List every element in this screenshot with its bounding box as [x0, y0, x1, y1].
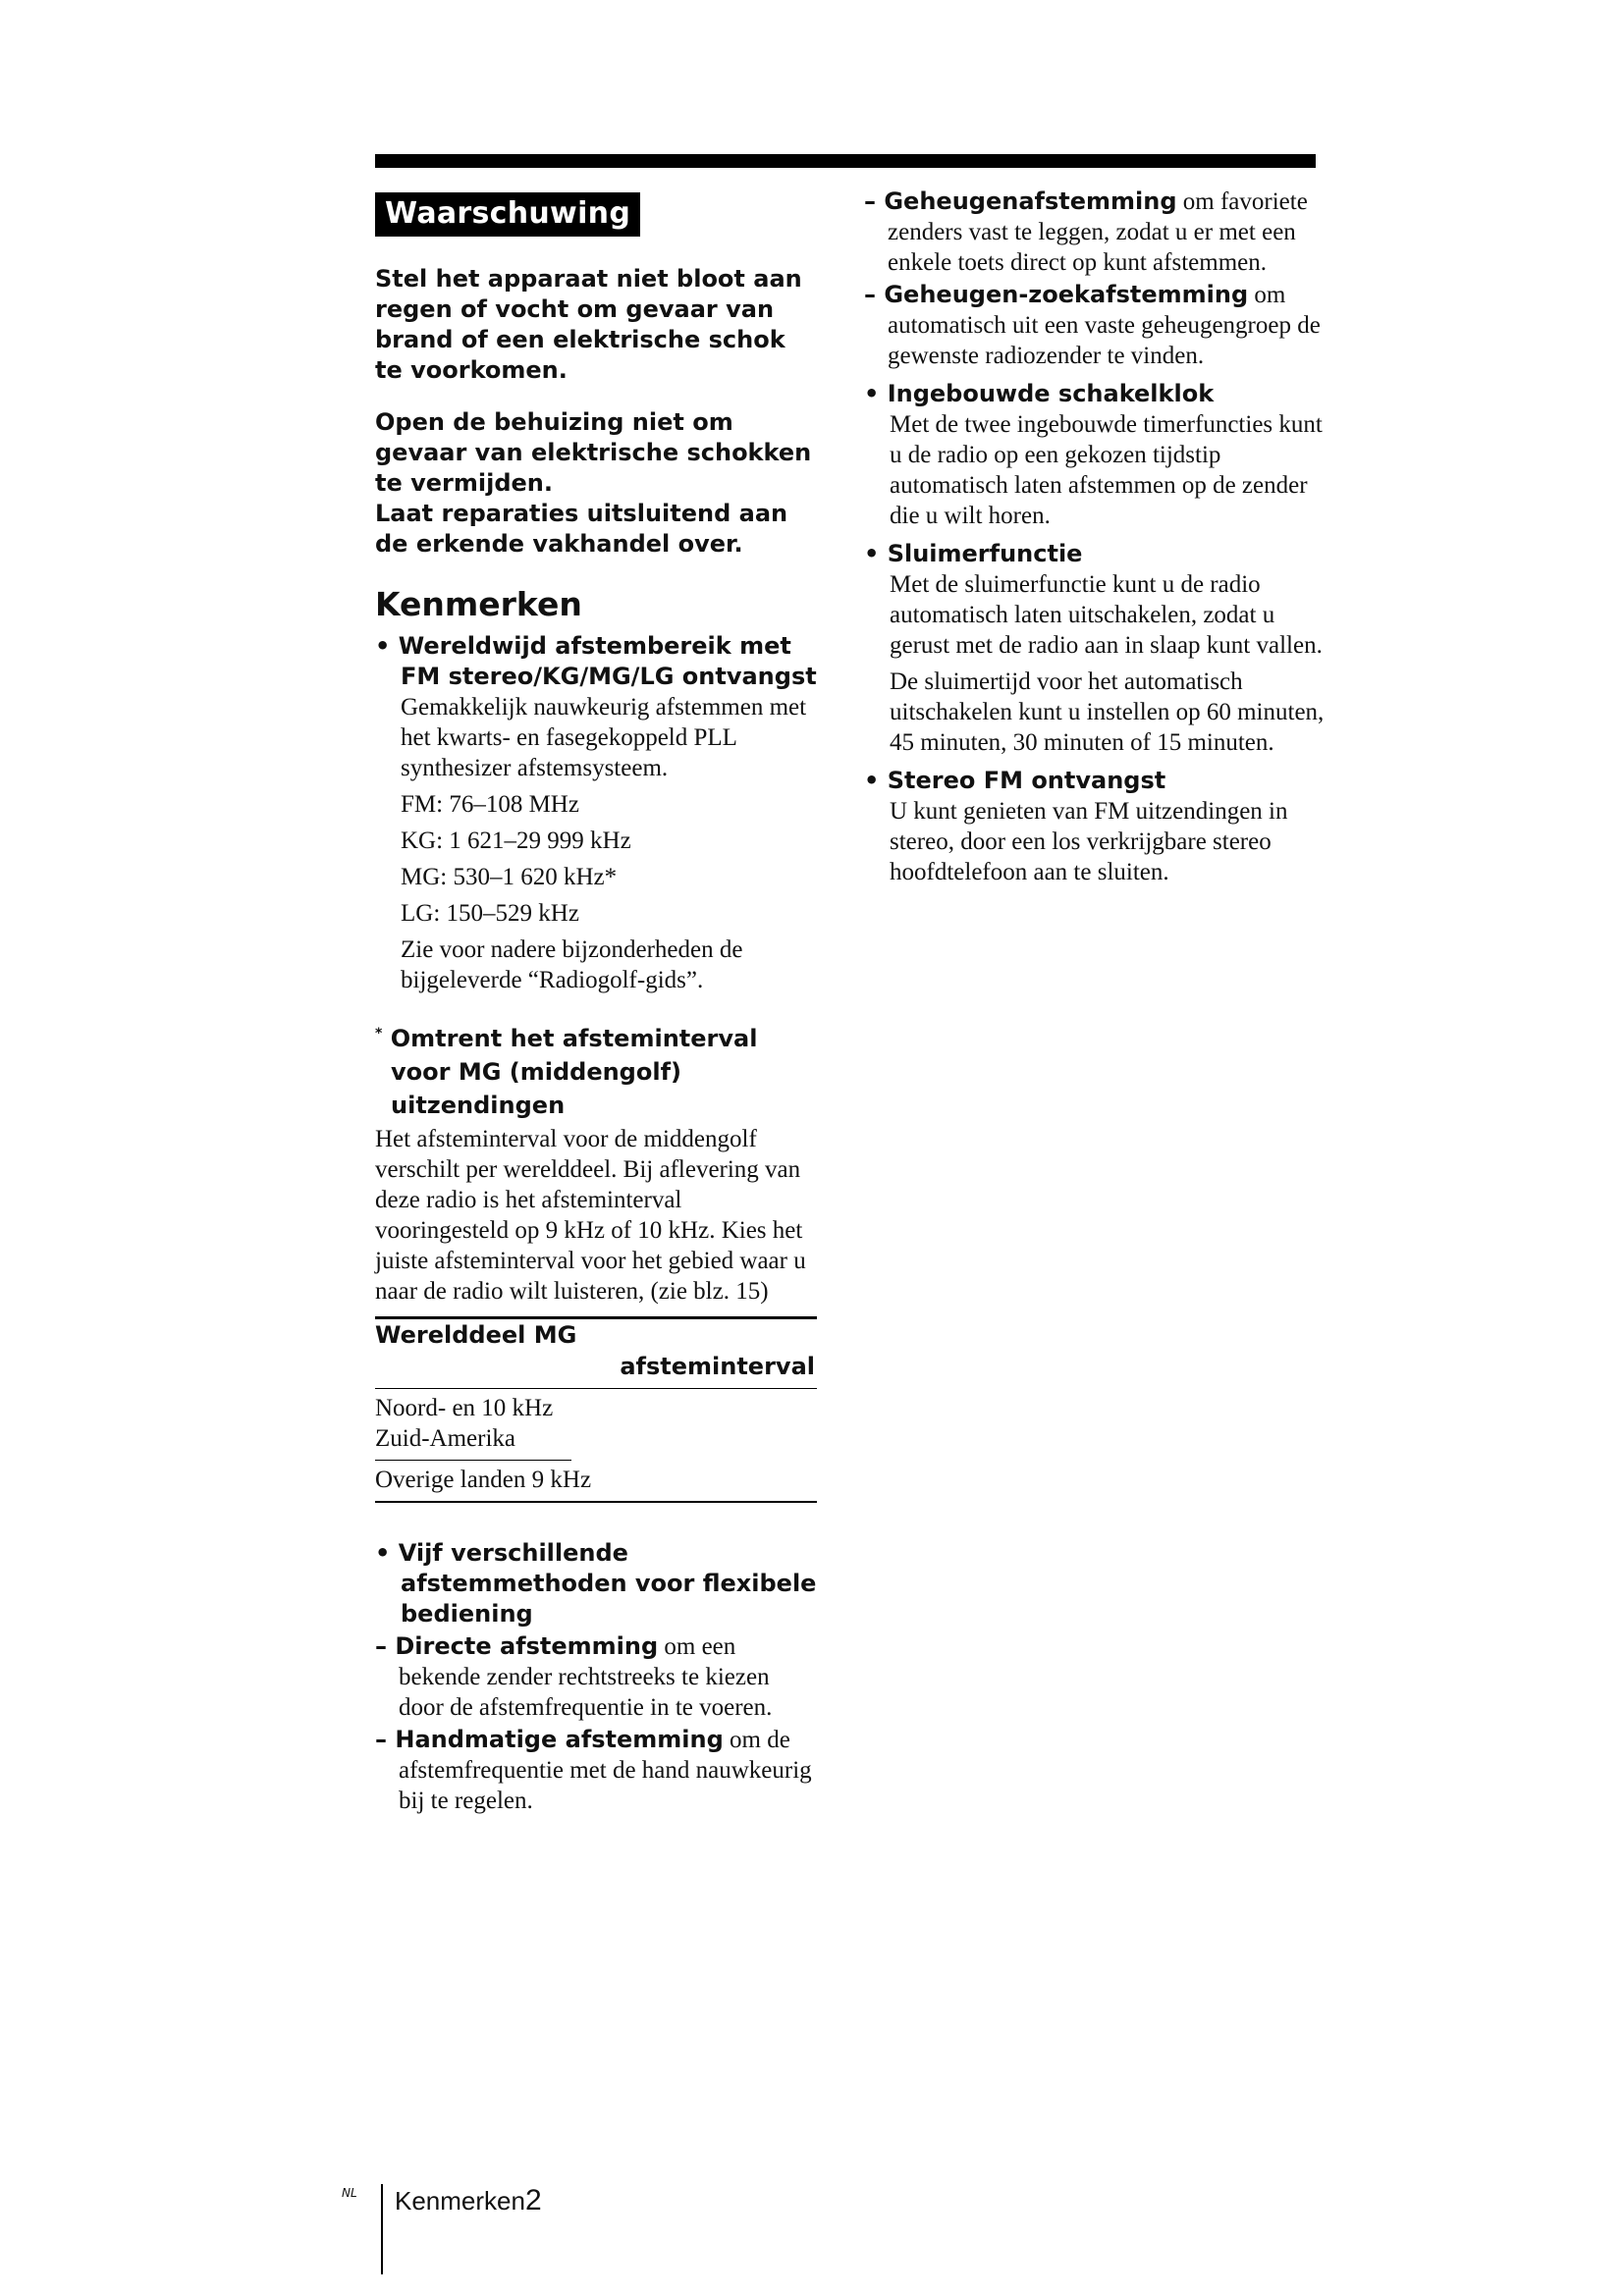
band-mg: MG: 530–1 620 kHz* [401, 864, 618, 890]
bullet-tuning-methods-title: • Vijf verschillende afstemmethoden voor flexibele bediening [375, 1539, 817, 1628]
note-star: * [375, 1026, 383, 1041]
bullet-stereo-title: • Stereo FM ontvangst [864, 767, 1166, 794]
footer-section: Kenmerken [395, 2186, 525, 2216]
direct-tuning-text: om een bekende zender rechtstreeks te kiezen door de afstemfrequentie in te voeren. [399, 1633, 773, 1721]
warning-text-2: Open de behuizing niet om gevaar van elektrische schokken te vermijden. [375, 408, 812, 497]
bullet-stereo-text: U kunt genieten van FM uitzendingen in stereo, door een los verkrijgbare stereo hoofdtelefoon aan te sluiten. [890, 798, 1288, 885]
band-kg: KG: 1 621–29 999 kHz [401, 828, 631, 854]
table-header-region: Werelddeel MG [375, 1321, 577, 1349]
memory-search-tuning [864, 280, 1326, 371]
warning-title: Waarschuwing [375, 192, 640, 237]
memory-search-tuning-label: – Geheugen-zoekafstemming [864, 281, 1249, 308]
band-lg: LG: 150–529 kHz [401, 900, 579, 927]
footer-divider [381, 2184, 383, 2274]
mg-interval-table [375, 1316, 817, 1503]
manual-tuning-text: om de afstemfrequentie met de hand nauwkeurig bij te regelen. [399, 1727, 812, 1814]
table-header [375, 1319, 817, 1389]
bullet-sleep-text-1: Met de sluimerfunctie kunt u de radio automatisch laten uitschakelen, zodat u gerust met de radio aan in slaap kunt vallen. [890, 571, 1323, 659]
note-text: Het afsteminterval voor de middengolf verschilt per werelddeel. Bij aflevering van deze radio is het afsteminterval vooringesteld op 9 kHz of 10 kHz. Kies het juiste afsteminterval voor het gebied waar u naar de radio wilt luisteren, (zie blz. 15) [375, 1126, 806, 1305]
manual-tuning-label: – Handmatige afstemming [375, 1726, 724, 1753]
note-title [375, 1017, 817, 1122]
warning-text-3: Laat reparaties uitsluitend aan de erkende vakhandel over. [375, 500, 788, 558]
memory-tuning [864, 187, 1326, 278]
memory-tuning-text: om favoriete zenders vast te leggen, zodat u er met een enkele toets direct op kunt afstemmen. [888, 188, 1308, 276]
direct-tuning-label: – Directe afstemming [375, 1632, 659, 1660]
warning-text-1: Stel het apparaat niet bloot aan regen of vocht om gevaar van brand of een elektrische schok te voorkomen. [375, 265, 802, 384]
footer-page-label [395, 2184, 542, 2217]
left-column [375, 187, 817, 1818]
top-rule [375, 154, 1316, 168]
manual-tuning [375, 1725, 817, 1816]
memory-search-tuning-text: om automatisch uit een vaste geheugengroep de gewenste radiozender te vinden. [888, 282, 1321, 369]
table-row: Noord- en 10 kHz Zuid-Amerika [375, 1389, 571, 1461]
direct-tuning [375, 1631, 817, 1723]
bullet-worldwide-title: • Wereldwijd afstembereik met FM stereo/KG/MG/LG ontvangst [375, 632, 817, 690]
footer-page-number: 2 [524, 2184, 542, 2216]
bullet-worldwide-text: Gemakkelijk nauwkeurig afstemmen met het kwarts- en fasegekoppeld PLL synthesizer afstemsysteem. [401, 694, 807, 781]
memory-tuning-label: – Geheugenafstemming [864, 187, 1177, 215]
bullet-sleep-text-2: De sluimertijd voor het automatisch uitschakelen kunt u instellen op 60 minuten, 45 minuten, 30 minuten of 15 minuten. [890, 668, 1325, 756]
bullet-sleep-title: • Sluimerfunctie [864, 540, 1083, 567]
footer-language: NL [342, 2186, 357, 2200]
table-row: Overige landen 9 kHz [375, 1461, 817, 1503]
note-title-text: Omtrent het afsteminterval voor MG (middengolf) uitzendingen [390, 1025, 758, 1119]
bullet-timer-title: • Ingebouwde schakelklok [864, 380, 1215, 407]
bullet-timer-text: Met de twee ingebouwde timerfuncties kunt u de radio op een gekozen tijdstip automatisch laten afstemmen op de zender die u wilt horen. [890, 411, 1323, 529]
section-title-kenmerken: Kenmerken [375, 585, 582, 623]
table-header-interval: afsteminterval [620, 1353, 815, 1380]
band-fm: FM: 76–108 MHz [401, 791, 579, 818]
radiogolf-reference: Zie voor nadere bijzonderheden de bijgeleverde “Radiogolf-gids”. [401, 936, 743, 993]
right-column [864, 187, 1326, 893]
